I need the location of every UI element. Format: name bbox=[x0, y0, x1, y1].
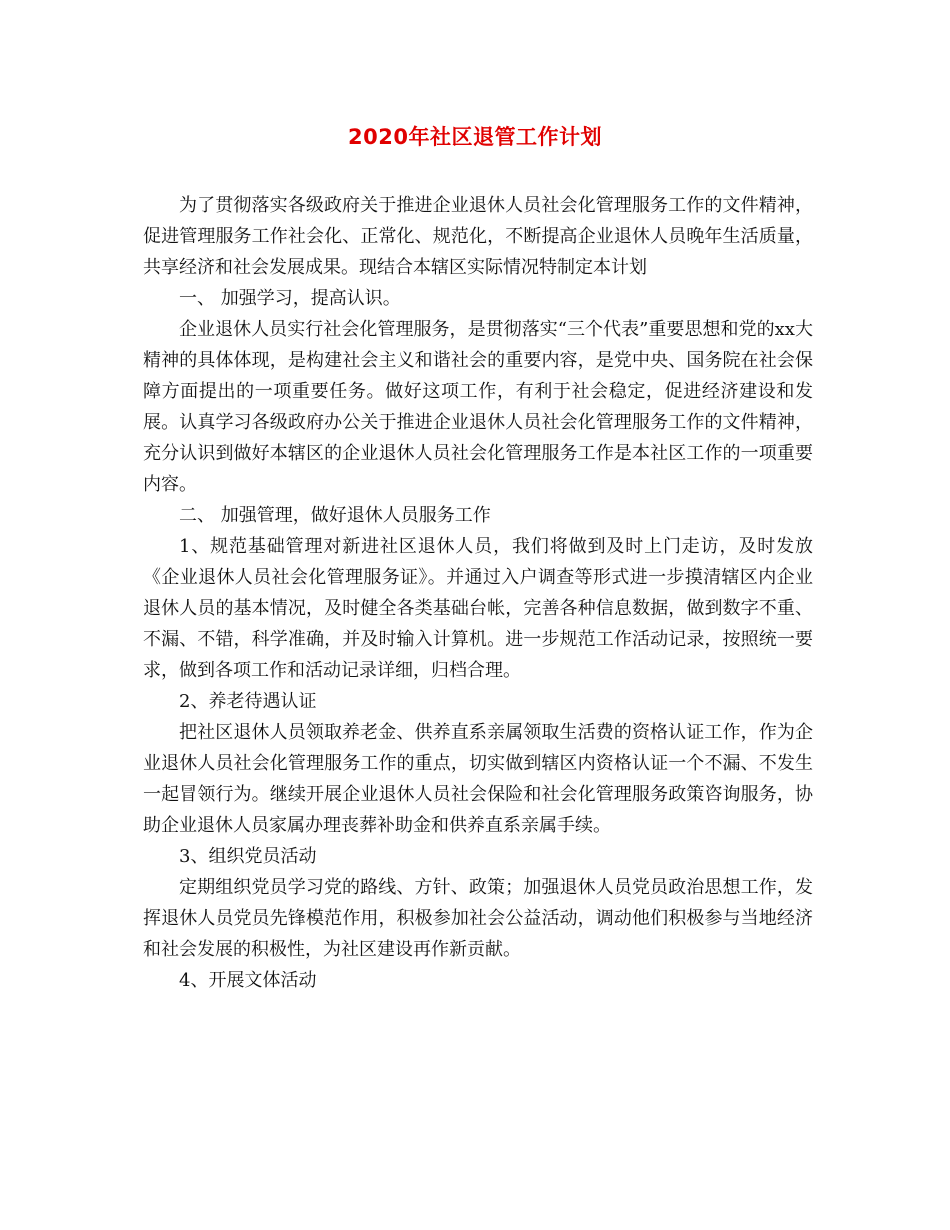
item-3-paragraph: 定期组织党员学习党的路线、方针、政策；加强退休人员党员政治思想工作，发挥退休人员党员先锋模范作用，积极参加社会公益活动，调动他们积极参与当地经济和社会发展的积极性，为社区建设再作新贡献。 bbox=[143, 877, 813, 960]
item-heading-2: 2、养老待遇认证 bbox=[179, 691, 317, 712]
item-1-paragraph: 1、规范基础管理对新进社区退休人员，我们将做到及时上门走访，及时发放《企业退休人员社会化管理服务证》。并通过入户调查等形式进一步摸清辖区内企业退休人员的基本情况，及时健全各类基础台帐，完善各种信息数据，做到数字不重、不漏、不错，科学准确，并及时输入计算机。进一步规范工作活动记录，按照统一要求，做到各项工作和活动记录详细，归档合理。 bbox=[143, 536, 813, 681]
item-heading-4: 4、开展文体活动 bbox=[179, 970, 317, 991]
section-1-paragraph: 企业退休人员实行社会化管理服务，是贯彻落实“三个代表”重要思想和党的xx大精神的具体体现，是构建社会主义和谐社会的重要内容，是党中央、国务院在社会保障方面提出的一项重要任务。做好这项工作，有利于社会稳定，促进经济建设和发展。认真学习各级政府办公关于推进企业退休人员社会化管理服务工作的文件精神，充分认识到做好本辖区的企业退休人员社会化管理服务工作是本社区工作的一项重要内容。 bbox=[143, 319, 813, 495]
section-heading-1: 一、 加强学习，提高认识。 bbox=[179, 288, 401, 309]
item-2-paragraph: 把社区退休人员领取养老金、供养直系亲属领取生活费的资格认证工作，作为企业退休人员社会化管理服务工作的重点，切实做到辖区内资格认证一个不漏、不发生一起冒领行为。继续开展企业退休人员社会保险和社会化管理服务政策咨询服务，协助企业退休人员家属办理丧葬补助金和供养直系亲属手续。 bbox=[143, 722, 813, 836]
document-body bbox=[143, 190, 813, 996]
item-heading-3: 3、组织党员活动 bbox=[179, 846, 317, 867]
document-title: 2020年社区退管工作计划 bbox=[348, 125, 602, 149]
section-heading-2: 二、 加强管理，做好退休人员服务工作 bbox=[179, 505, 491, 526]
intro-paragraph: 为了贯彻落实各级政府关于推进企业退休人员社会化管理服务工作的文件精神，促进管理服务工作社会化、正常化、规范化，不断提高企业退休人员晚年生活质量，共享经济和社会发展成果。现结合本辖区实际情况特制定本计划 bbox=[143, 195, 813, 278]
